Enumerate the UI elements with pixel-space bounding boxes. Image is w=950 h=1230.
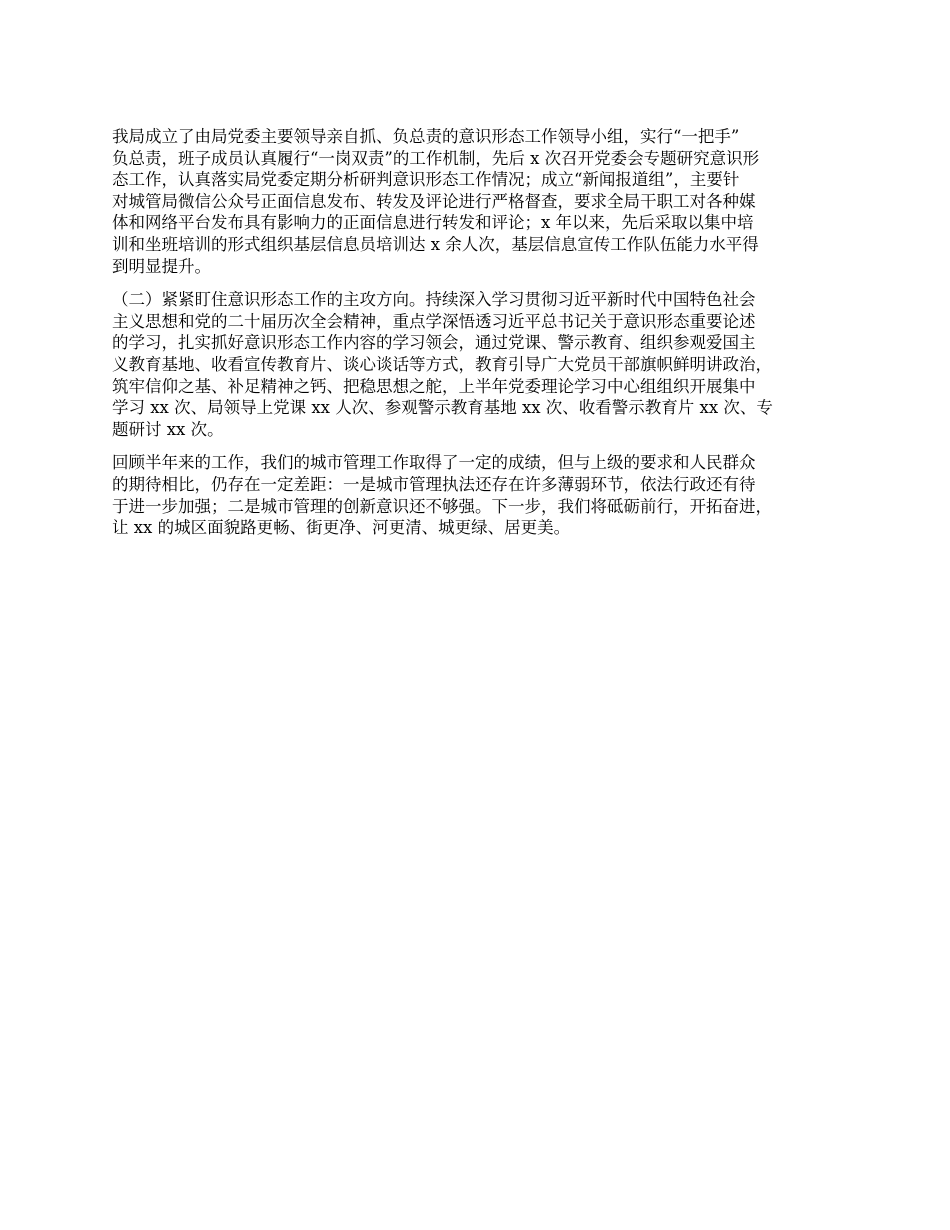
text-line: 义教育基地、收看宣传教育片、谈心谈话等方式，教育引导广大党员干部旗帜鲜明讲政治， xyxy=(112,354,772,374)
paragraph-main-direction xyxy=(112,289,857,440)
text-line: 态工作，认真落实局党委定期分析研判意识形态工作情况；成立“新闻报道组”，主要针 xyxy=(112,170,740,190)
text-line: 题研讨 xx 次。 xyxy=(112,419,224,439)
paragraph-leadership-group xyxy=(112,126,857,277)
text-line: 回顾半年来的工作，我们的城市管理工作取得了一定的成绩，但与上级的要求和人民群众 xyxy=(112,453,756,473)
text-line: 学习 xx 次、局领导上党课 xx 人次、参观警示教育基地 xx 次、收看警示教育片 xx 次、专 xyxy=(112,398,773,418)
text-line: 主义思想和党的二十届历次全会精神，重点学深悟透习近平总书记关于意识形态重要论述 xyxy=(112,311,756,331)
text-line: 让 xx 的城区面貌路更畅、街更净、河更清、城更绿、居更美。 xyxy=(112,518,571,538)
text-line: 训和坐班培训的形式组织基层信息员培训达 x 余人次，基层信息宣传工作队伍能力水平得 xyxy=(112,234,759,254)
text-line: 对城管局微信公众号正面信息发布、转发及评论进行严格督查，要求全局干职工对各种媒 xyxy=(112,191,756,211)
text-line: （二）紧紧盯住意识形态工作的主攻方向。持续深入学习贯彻习近平新时代中国特色社会 xyxy=(112,290,756,310)
text-line: 的学习，扎实抓好意识形态工作内容的学习领会，通过党课、警示教育、组织参观爱国主 xyxy=(112,333,756,353)
paragraph-review xyxy=(112,452,857,538)
text-line: 筑牢信仰之基、补足精神之钙、把稳思想之舵，上半年党委理论学习中心组组织开展集中 xyxy=(112,376,756,396)
text-line: 的期待相比，仍存在一定差距：一是城市管理执法还存在许多薄弱环节，依法行政还有待 xyxy=(112,474,756,494)
text-line: 到明显提升。 xyxy=(112,256,211,276)
text-line: 于进一步加强；二是城市管理的创新意识还不够强。下一步，我们将砥砺前行，开拓奋进， xyxy=(112,496,772,516)
text-line: 负总责，班子成员认真履行“一岗双责”的工作机制，先后 x 次召开党委会专题研究意识形 xyxy=(112,148,760,168)
text-line: 体和网络平台发布具有影响力的正面信息进行转发和评论；x 年以来，先后采取以集中培 xyxy=(112,213,754,233)
text-line: 我局成立了由局党委主要领导亲自抓、负总责的意识形态工作领导小组，实行“一把手” xyxy=(112,127,740,146)
document-body xyxy=(112,126,857,551)
